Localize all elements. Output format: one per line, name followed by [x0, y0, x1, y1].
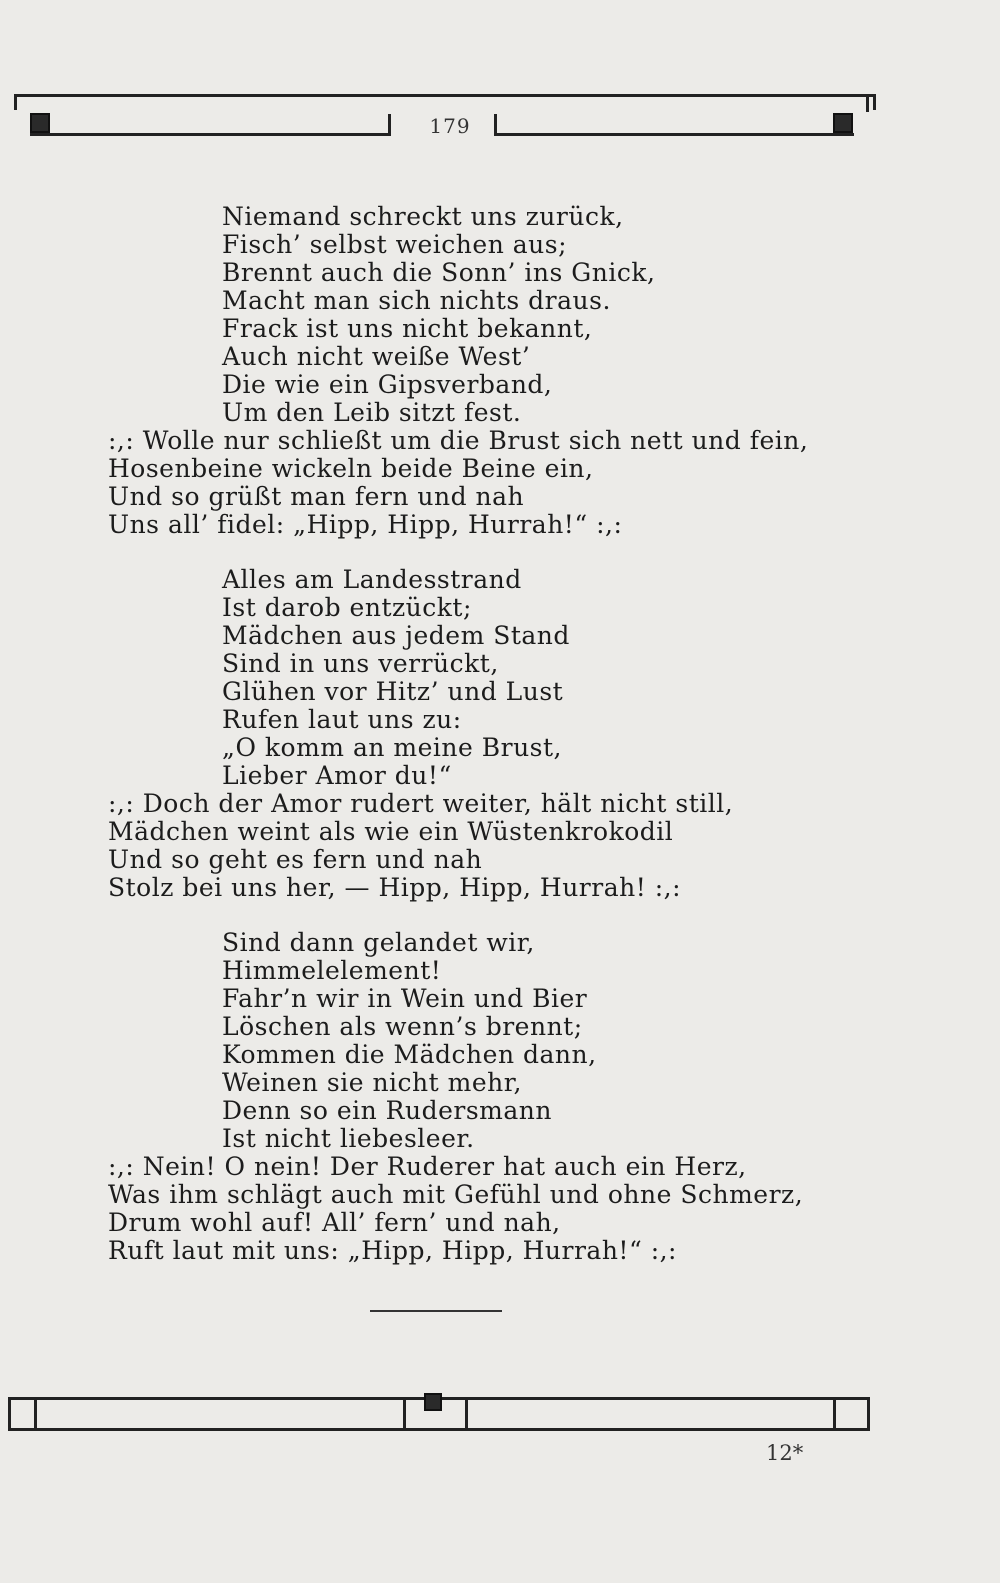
refrain-line: Uns all’ fidel: „Hipp, Hipp, Hurrah!“ :,: [108, 510, 623, 539]
verse-line: Rufen laut uns zu: [222, 705, 462, 734]
signature-mark: 12* [766, 1441, 804, 1465]
verse-line: Frack ist uns nicht bekannt, [222, 314, 593, 343]
header-left-tick [388, 114, 391, 136]
header-top-rule [14, 94, 876, 110]
verse-line: Macht man sich nichts draus. [222, 286, 611, 315]
verse-line: Sind dann gelandet wir, [222, 928, 535, 957]
header-right-end [866, 96, 869, 112]
header-right-square [833, 113, 853, 133]
verse-line: Brennt auch die Sonn’ ins Gnick, [222, 258, 656, 287]
verse-line: „O komm an meine Brust, [222, 733, 562, 762]
header-right-line [494, 133, 854, 136]
refrain-line: Und so geht es fern und nah [108, 845, 483, 874]
verse-line: Fahr’n wir in Wein und Bier [222, 984, 588, 1013]
verse-line: Glühen vor Hitz’ und Lust [222, 677, 564, 706]
verse-line: Auch nicht weiße West’ [222, 342, 531, 371]
verse-line: Kommen die Mädchen dann, [222, 1040, 597, 1069]
verse-line: Ist darob entzückt; [222, 593, 472, 622]
refrain-line: Und so grüßt man fern und nah [108, 482, 525, 511]
footer-left-divider [34, 1397, 37, 1431]
refrain-line: :,: Nein! O nein! Der Ruderer hat auch ein Herz, [108, 1152, 747, 1181]
refrain-line: Mädchen weint als wie ein Wüstenkrokodil [108, 817, 674, 846]
end-separator-rule [370, 1310, 502, 1312]
refrain-line: Ruft laut mit uns: „Hipp, Hipp, Hurrah!“ :,: [108, 1236, 677, 1265]
verse-line: Die wie ein Gipsverband, [222, 370, 553, 399]
verse-line: Löschen als wenn’s brennt; [222, 1012, 583, 1041]
refrain-line: Drum wohl auf! All’ fern’ und nah, [108, 1208, 561, 1237]
page-number: 179 [429, 114, 471, 138]
refrain-line: Hosenbeine wickeln beide Beine ein, [108, 454, 594, 483]
footer-center-left-divider [403, 1397, 406, 1431]
verse-line: Um den Leib sitzt fest. [222, 398, 522, 427]
verse-line: Alles am Landesstrand [222, 565, 522, 594]
verse-line: Niemand schreckt uns zurück, [222, 202, 624, 231]
footer-center-right-divider [465, 1397, 468, 1431]
footer-center-square [424, 1393, 442, 1411]
refrain-line: :,: Wolle nur schließt um die Brust sich nett und fein, [108, 426, 809, 455]
verse-line: Ist nicht liebesleer. [222, 1124, 475, 1153]
header-left-square [30, 113, 50, 133]
verse-line: Himmelelement! [222, 956, 442, 985]
header-left-line [30, 133, 390, 136]
verse-line: Lieber Amor du!“ [222, 761, 452, 790]
footer-right-divider [833, 1397, 836, 1431]
verse-line: Denn so ein Rudersmann [222, 1096, 552, 1125]
verse-line: Mädchen aus jedem Stand [222, 621, 570, 650]
refrain-line: :,: Doch der Amor rudert weiter, hält nicht still, [108, 789, 734, 818]
refrain-line: Stolz bei uns her, — Hipp, Hipp, Hurrah! :,: [108, 873, 681, 902]
verse-line: Sind in uns verrückt, [222, 649, 499, 678]
verse-line: Fisch’ selbst weichen aus; [222, 230, 568, 259]
refrain-line: Was ihm schlägt auch mit Gefühl und ohne Schmerz, [108, 1180, 804, 1209]
verse-line: Weinen sie nicht mehr, [222, 1068, 522, 1097]
